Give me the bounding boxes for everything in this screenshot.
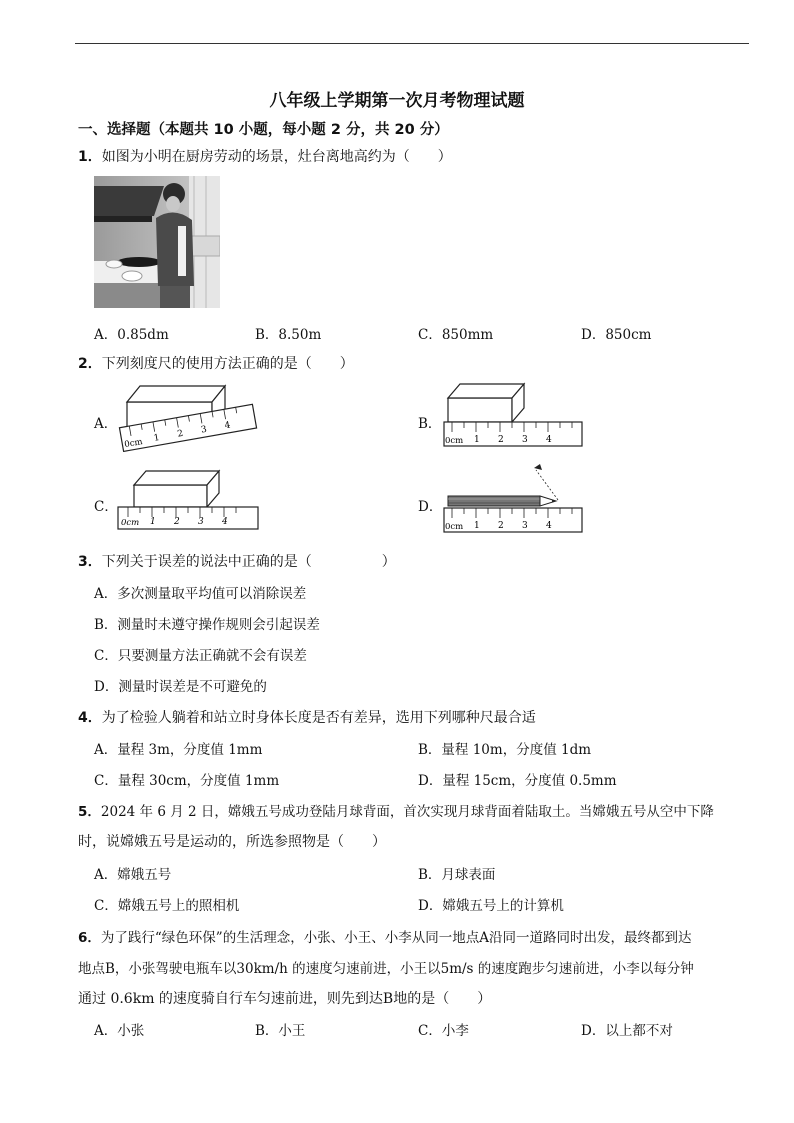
ruler-tick-label: 0cm — [445, 522, 464, 532]
question-3 — [78, 551, 396, 571]
ruler-tick-label: 3 — [198, 517, 204, 527]
q3-option-b[interactable]: B．测量时未遵守操作规则会引起误差 — [94, 617, 320, 633]
ruler-tick-label: 2 — [176, 428, 185, 440]
q2-label-d[interactable]: D． — [418, 499, 443, 515]
q4-option-c[interactable]: C．量程 30cm，分度值 1mm — [94, 773, 280, 789]
question-number: 6． — [78, 930, 101, 946]
question-number: 1． — [78, 149, 102, 165]
ruler-tick-label: 2 — [498, 435, 504, 445]
page-title: 八年级上学期第一次月考物理试题 — [269, 91, 525, 111]
q6-option-a[interactable]: A．小张 — [94, 1023, 145, 1039]
q5-option-b[interactable]: B．月球表面 — [418, 867, 496, 883]
q2-label-b[interactable]: B． — [418, 416, 442, 432]
q4-option-b[interactable]: B．量程 10m，分度值 1dm — [418, 742, 592, 758]
ruler-tick-label: 4 — [222, 517, 228, 527]
question-number: 5． — [78, 804, 101, 820]
question-text-line-1: 为了践行“绿色环保”的生活理念，小张、小王、小李从同一地点A沿同一道路同时出发，最终都到达 — [100, 930, 692, 946]
question-6 — [78, 926, 691, 946]
ruler-figure-b — [440, 380, 590, 452]
ruler-tick-label: 1 — [150, 517, 156, 527]
question-number: 3． — [78, 554, 102, 570]
q3-option-c[interactable]: C．只要测量方法正确就不会有误差 — [94, 648, 307, 664]
ruler-tick-label: 2 — [498, 521, 504, 531]
q1-option-c[interactable]: C．850mm — [418, 327, 494, 343]
question-text: 下列关于误差的说法中正确的是（ ） — [101, 554, 396, 570]
ruler-tick-label: 4 — [223, 420, 232, 432]
question-number: 2． — [78, 356, 102, 372]
ruler-figure-d — [440, 462, 590, 540]
q1-option-b[interactable]: B．8.50m — [255, 327, 322, 343]
q4-option-d[interactable]: D．量程 15cm，分度值 0.5mm — [418, 773, 617, 789]
question-1 — [78, 146, 452, 166]
question-6-line-3: 通过 0.6km 的速度骑自行车匀速前进，则先到达B地的是（ ） — [78, 991, 492, 1007]
q1-option-a[interactable]: A．0.85dm — [94, 327, 169, 343]
question-4 — [78, 707, 536, 727]
question-5 — [78, 800, 714, 820]
q3-option-d[interactable]: D．测量时误差是不可避免的 — [94, 679, 267, 695]
ruler-tick-label: 3 — [522, 435, 528, 445]
ruler-tick-label: 3 — [522, 521, 528, 531]
question-text: 为了检验人躺着和站立时身体长度是否有差异，选用下列哪种尺最合适 — [101, 710, 536, 726]
q3-option-a[interactable]: A．多次测量取平均值可以消除误差 — [94, 586, 307, 602]
q5-option-a[interactable]: A．嫦娥五号 — [94, 867, 172, 883]
ruler-tick-label: 3 — [200, 424, 208, 436]
question-text: 如图为小明在厨房劳动的场景，灶台离地高约为（ ） — [101, 149, 452, 165]
question-2 — [78, 353, 354, 373]
section-heading: 一、选择题（本题共 10 小题，每小题 2 分，共 20 分） — [78, 122, 449, 138]
question-text-line-1: 2024 年 6 月 2 日，嫦娥五号成功登陆月球背面，首次实现月球背面着陆取土。当嫦娥五号从空中下降 — [100, 804, 714, 820]
ruler-tick-label: 1 — [474, 435, 480, 445]
ruler-tick-label: 0cm — [123, 437, 144, 451]
header-rule — [75, 43, 749, 44]
q5-option-d[interactable]: D．嫦娥五号上的计算机 — [418, 898, 564, 914]
q6-option-d[interactable]: D．以上都不对 — [581, 1023, 673, 1039]
q1-option-d[interactable]: D．850cm — [581, 327, 652, 343]
q2-label-c[interactable]: C． — [94, 499, 118, 515]
ruler-tick-label: 0cm — [121, 518, 140, 528]
ruler-tick-label: 0cm — [445, 436, 464, 446]
kitchen-photo — [94, 176, 220, 308]
ruler-tick-label: 4 — [546, 435, 552, 445]
ruler-figure-a — [112, 380, 262, 452]
question-number: 4． — [78, 710, 102, 726]
question-5-continued: 时，说嫦娥五号是运动的，所选参照物是（ ） — [78, 834, 386, 850]
q2-label-a[interactable]: A． — [94, 416, 118, 432]
question-6-line-2: 地点B，小张驾驶电瓶车以30km/h 的速度匀速前进，小王以5m/s 的速度跑步匀速前进，小李以每分钟 — [78, 961, 694, 977]
q5-option-c[interactable]: C．嫦娥五号上的照相机 — [94, 898, 240, 914]
ruler-tick-label: 4 — [546, 521, 552, 531]
ruler-tick-label: 2 — [174, 517, 180, 527]
ruler-tick-label: 1 — [153, 433, 161, 444]
ruler-figure-c — [112, 465, 262, 537]
ruler-tick-label: 1 — [474, 521, 480, 531]
q4-option-a[interactable]: A．量程 3m，分度值 1mm — [94, 742, 263, 758]
q6-option-c[interactable]: C．小李 — [418, 1023, 469, 1039]
q6-option-b[interactable]: B．小王 — [255, 1023, 306, 1039]
question-text: 下列刻度尺的使用方法正确的是（ ） — [101, 356, 354, 372]
